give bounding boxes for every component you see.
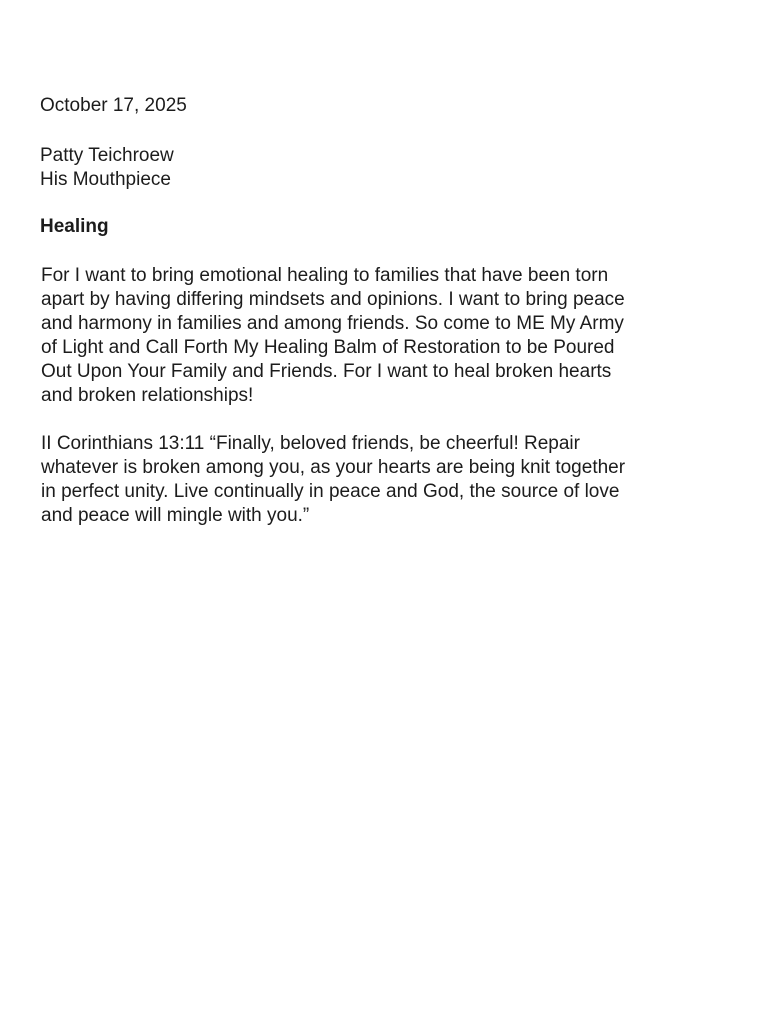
paragraph-line: Out Upon Your Family and Friends. For I want to heal broken hearts	[41, 361, 612, 382]
document-heading: Healing	[40, 216, 109, 237]
message-paragraph	[41, 264, 625, 408]
paragraph-line: and peace will mingle with you.”	[41, 505, 310, 526]
document-date: October 17, 2025	[40, 95, 187, 116]
paragraph-line: and harmony in families and among friends. So come to ME My Army	[41, 313, 624, 334]
author-name: Patty Teichroew	[40, 145, 174, 166]
paragraph-line: For I want to bring emotional healing to families that have been torn	[41, 265, 609, 286]
paragraph-line: whatever is broken among you, as your hearts are being knit together	[41, 457, 626, 478]
paragraph-line: apart by having differing mindsets and opinions. I want to bring peace	[41, 289, 625, 310]
paragraph-line: in perfect unity. Live continually in peace and God, the source of love	[41, 481, 620, 502]
paragraph-line: and broken relationships!	[41, 385, 254, 406]
scripture-paragraph	[41, 432, 625, 528]
paragraph-line: II Corinthians 13:11 “Finally, beloved friends, be cheerful! Repair	[41, 433, 580, 454]
author-role: His Mouthpiece	[40, 169, 171, 190]
paragraph-line: of Light and Call Forth My Healing Balm of Restoration to be Poured	[41, 337, 615, 358]
